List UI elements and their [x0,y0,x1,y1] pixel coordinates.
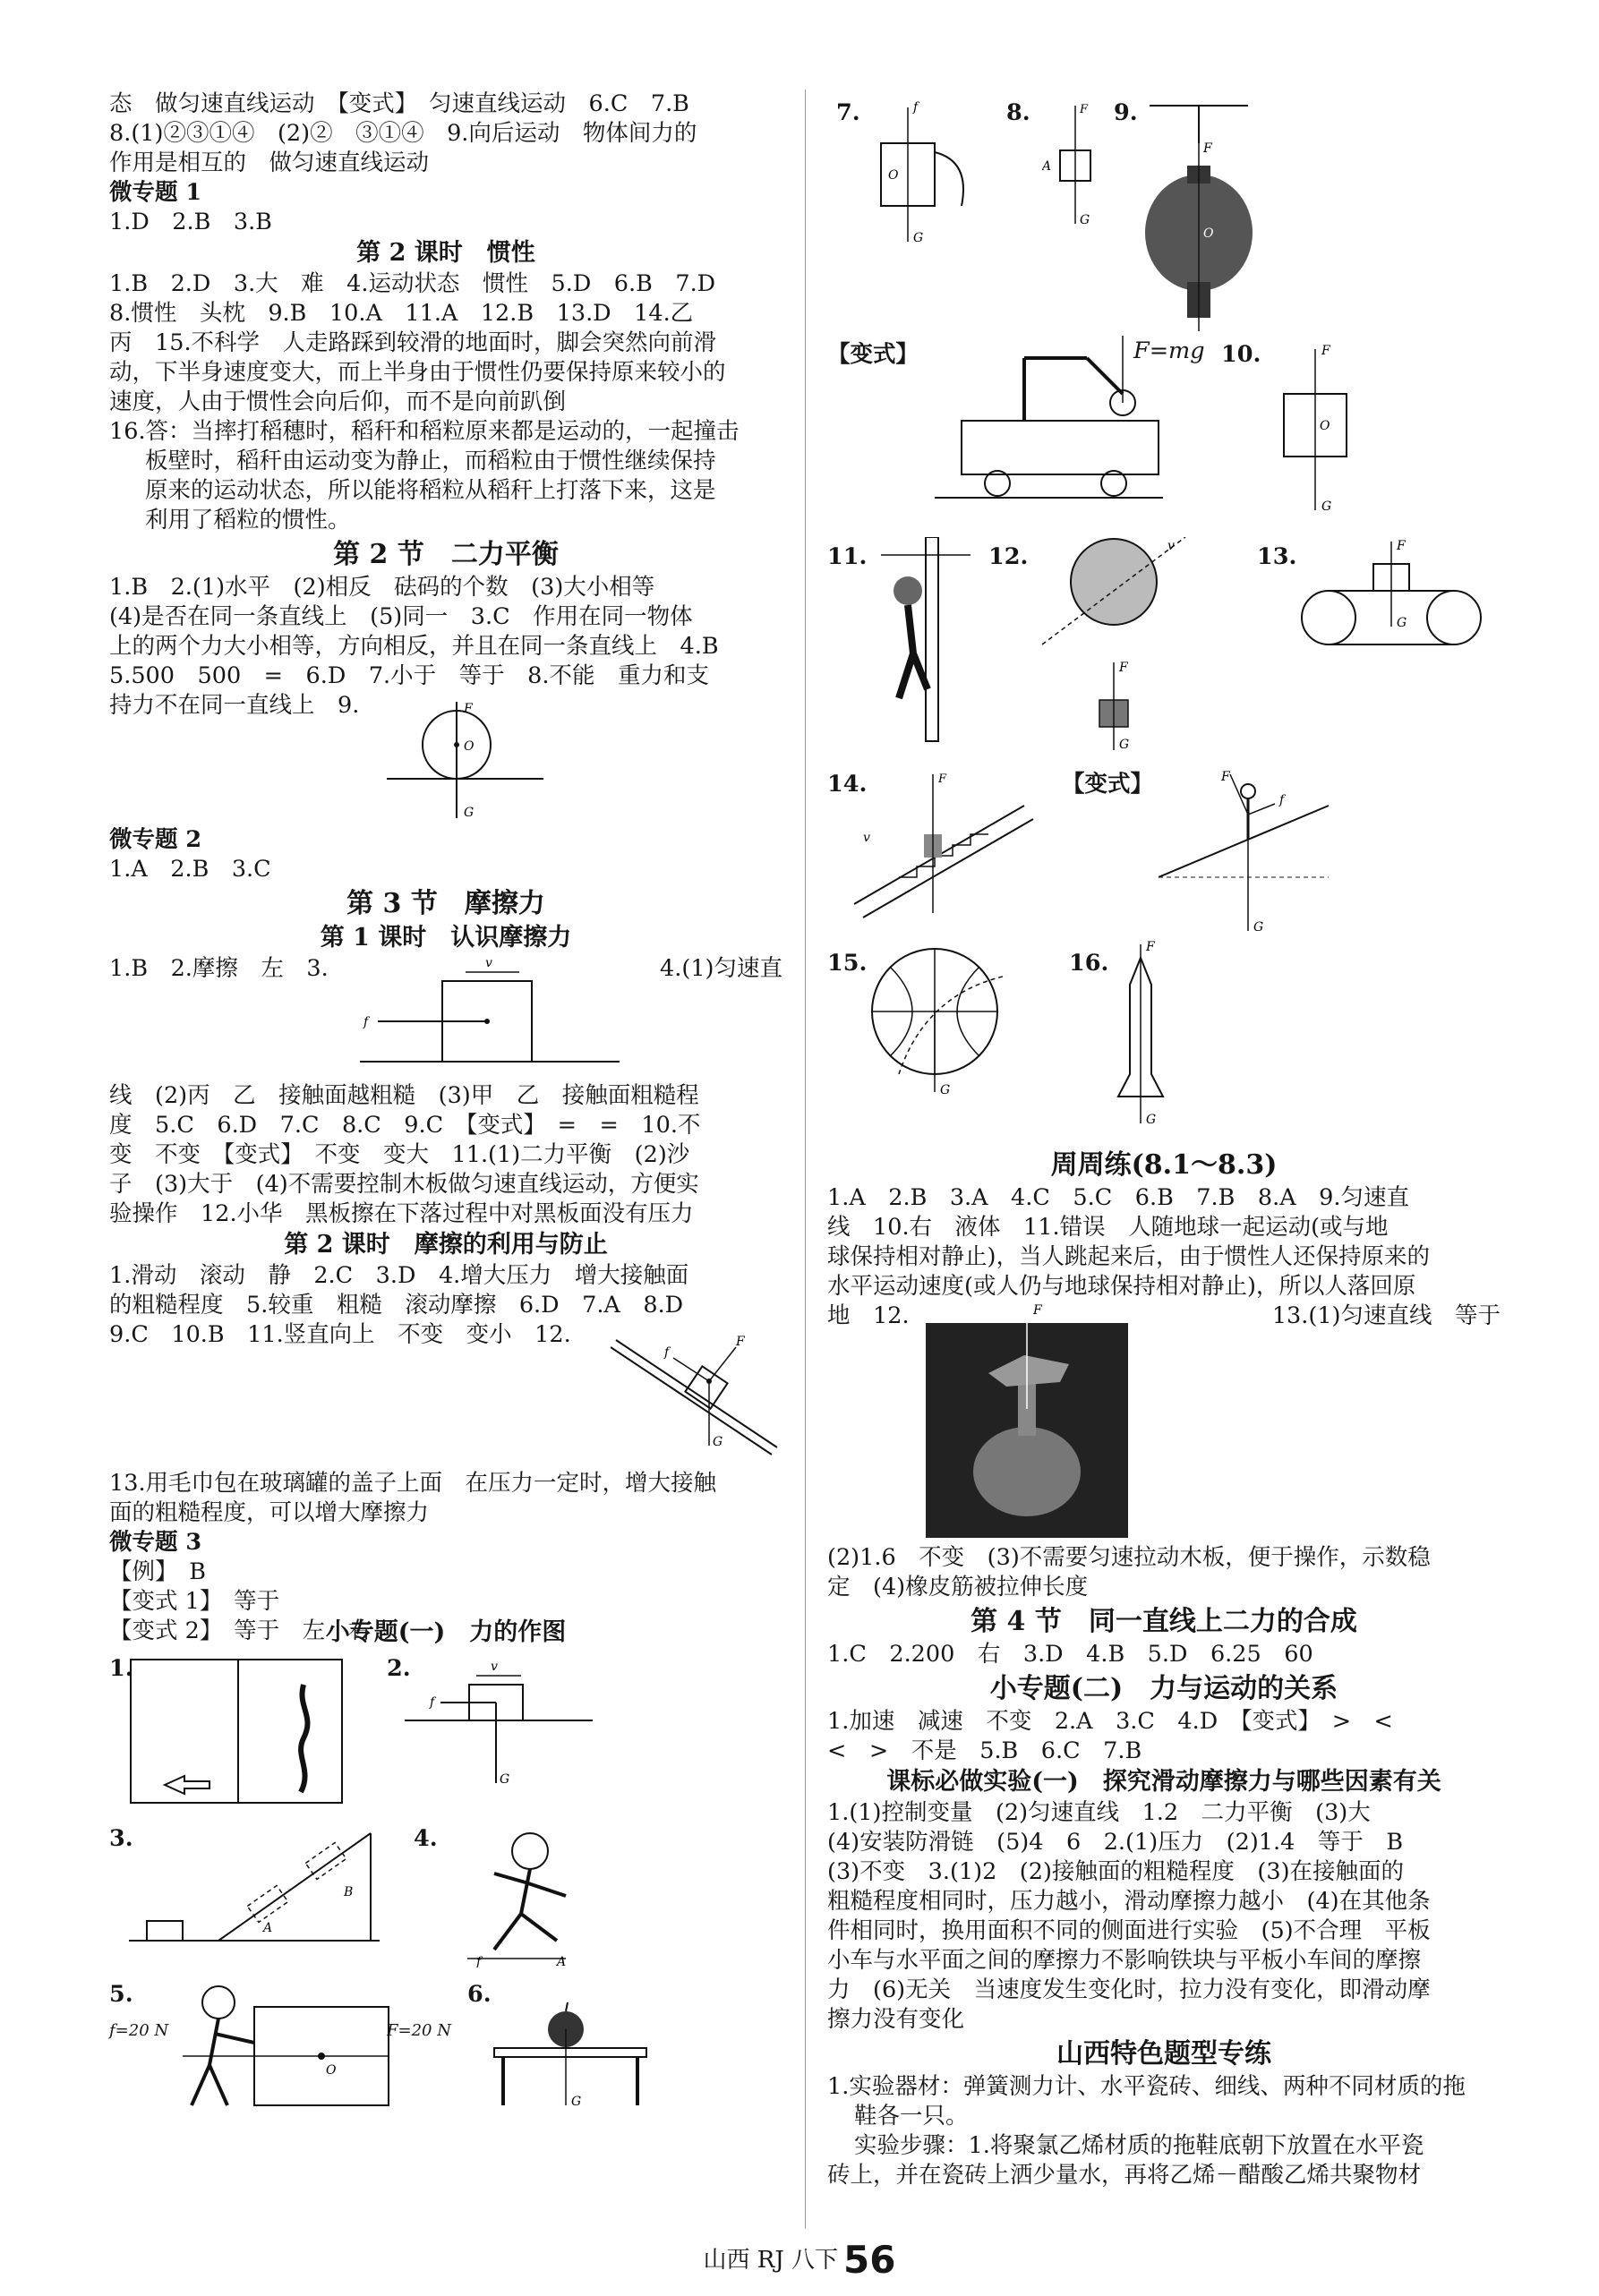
text-line: 8.(1)②③①④ (2)② ③①④ 9.向后运动 物体间力的 [109,120,697,147]
text-line: 态 做匀速直线运动 【变式】 匀速直线运动 6.C 7.B [109,90,689,117]
page-number: 56 [843,2238,896,2282]
svg-text:G: G [571,2095,582,2109]
section-title: 第 1 课时 认识摩擦力 [320,924,572,952]
svg-text:O: O [1203,226,1214,241]
diagram-lizard-wall [129,1658,344,1810]
diagram-block-support [1042,98,1123,233]
diagram-runner [432,1824,611,1967]
section-title: 微专题 3 [109,1529,202,1556]
svg-text:B: B [344,1885,354,1899]
svg-text:F: F [1203,141,1212,156]
svg-text:v: v [1167,539,1175,553]
text-line: 1.B 2.摩擦 左 3. [109,955,329,982]
svg-text:G: G [1146,1113,1157,1127]
text-line: 小车与水平面之间的摩擦力不影响铁块与平板小车间的摩擦 [827,1947,1422,1974]
svg-text:G: G [1253,920,1264,935]
question-number: 9. [1114,99,1138,126]
svg-text:G: G [464,806,475,820]
section-title: 微专题 2 [109,826,202,853]
text-line: 子 (3)大于 (4)不需要控制木板做匀速直线运动，方便实 [109,1171,699,1198]
figure-grid [109,1649,782,2114]
diagram-conveyor [1284,537,1490,671]
text-line: 验操作 12.小华 黑板擦在下落过程中对黑板面没有压力 [109,1200,694,1227]
question-number: 4. [414,1825,438,1852]
text-line: 线 (2)丙 乙 接触面越粗糙 (3)甲 乙 接触面粗糙程 [109,1082,699,1109]
text-line: 13.(1)匀速直线 等于 [1271,1302,1501,1329]
text-line: 上的两个力大小相等，方向相反，并且在同一条直线上 4.B [109,633,719,660]
svg-text:O: O [326,2063,337,2078]
text-line: 力 (6)无关 当速度发生变化时，拉力没有变化，即滑动摩 [827,1976,1431,2003]
text-line: (4)安装防滑链 (5)4 6 2.(1)压力 (2)1.4 等于 B [827,1829,1404,1856]
text-line: 1.A 2.B 3.C [109,856,271,883]
text-line: 水平运动速度(或人仍与地球保持相对静止)，所以人落回原 [827,1273,1416,1300]
text-line: 球保持相对静止)，当人跳起来后，由于惯性人还保持原来的 [827,1243,1430,1270]
diagram-block-friction [360,954,628,1080]
text-line: (2)1.6 不变 (3)不需要匀速拉动木板，便于操作，示数稳 [827,1544,1431,1571]
svg-text:v: v [485,956,492,970]
diagram-push-box [129,1980,398,2114]
diagram-weathervane-photo [926,1302,1132,1541]
svg-text:O: O [888,168,899,183]
text-line: < > 不是 5.B 6.C 7.B [827,1737,1142,1764]
text-line: 速度，人由于惯性会向后仰，而不是向前趴倒 [109,388,567,415]
svg-text:F: F [1080,103,1089,116]
question-number: 11. [827,543,868,570]
svg-text:F: F [1221,770,1230,784]
svg-text:G: G [1080,213,1090,227]
section-title: 第 4 节 同一直线上二力的合成 [971,1606,1357,1637]
svg-text:F: F [1397,539,1406,553]
text-line: 5.500 500 = 6.D 7.小于 等于 8.不能 重力和支 [109,662,709,689]
question-number: 10. [1221,341,1261,368]
figure-grid [827,90,1501,1146]
left-column [109,90,782,2114]
diagram-apple-table [485,1980,664,2114]
svg-text:F: F [1321,344,1330,358]
diagram-block-ground [405,1658,602,1801]
svg-text:f: f [913,100,919,115]
text-line: 粗糙程度相同时，压力越小，滑动摩擦力越小 (4)在其他条 [827,1888,1431,1915]
text-line: 利用了稻粒的惯性。 [145,507,351,533]
svg-text:A: A [557,1955,567,1967]
section-title: 小专题(二) 力与运动的关系 [989,1673,1338,1704]
text-line: 线 10.右 液体 11.错误 人随地球一起运动(或与地 [827,1214,1389,1241]
text-line: 动，下半身速度变大，而上半身由于惯性仍要保持原来较小的 [109,359,726,386]
text-line: 1.(1)控制变量 (2)匀速直线 1.2 二力平衡 (3)大 [827,1799,1371,1826]
figure-row [109,954,782,1081]
text-line: (4)是否在同一条直线上 (5)同一 3.C 作用在同一物体 [109,603,693,630]
text-line: 件相同时，换用面积不同的侧面进行实验 (5)不合理 平板 [827,1917,1431,1944]
svg-text:A: A [263,1921,273,1935]
text-line: 的粗糙程度 5.较重 粗糙 滚动摩擦 6.D 7.A 8.D [109,1292,684,1319]
text-line: 【变式 1】 等于 [109,1588,280,1615]
text-line: 1.C 2.200 右 3.D 4.B 5.D 6.25 60 [827,1641,1313,1668]
force-label: f=20 N [109,2021,169,2040]
diagram-block-balanced [1266,340,1373,519]
text-line: 作用是相互的 做匀速直线运动 [109,149,430,176]
question-number: 5. [109,1981,133,2008]
text-line: 【变式 2】 等于 左 右 [109,1617,372,1644]
question-number: 16. [1069,950,1109,977]
svg-text:f: f [430,1695,435,1710]
figure-row [827,1302,1501,1543]
question-number: 14. [827,771,868,798]
question-number: 13. [1257,543,1297,570]
diagram-person-slope [1159,770,1355,940]
text-line: 1.B 2.(1)水平 (2)相反 砝码的个数 (3)大小相等 [109,574,655,601]
diagram-crane-truck [935,331,1167,510]
question-number: 6. [467,1981,492,2008]
svg-text:F: F [464,702,473,716]
section-title: 周周练(8.1～8.3) [1050,1149,1278,1181]
text-line: 【例】 B [109,1558,206,1585]
svg-text:A: A [1042,159,1052,174]
text-line: 1.实验器材：弹簧测力计、水平瓷砖、细线、两种不同材质的拖 [827,2073,1466,2100]
right-column [827,90,1501,2190]
svg-text:O: O [464,739,475,754]
diagram-rocket [1096,940,1185,1128]
text-line: 变 不变 【变式】 不变 变大 11.(1)二力平衡 (2)沙 [109,1141,690,1168]
question-number: 1. [109,1655,133,1682]
text-line: 定 (4)橡皮筋被拉伸长度 [827,1574,1089,1600]
svg-text:F: F [1146,940,1155,954]
svg-text:f: f [363,1015,369,1029]
svg-text:F: F [938,772,947,786]
text-line: 1.B 2.D 3.大 难 4.运动状态 惯性 5.D 6.B 7.D [109,270,716,297]
section-title: 第 3 节 摩擦力 [346,888,545,919]
svg-text:G: G [1397,616,1407,630]
diagram-incline-block [611,1320,781,1464]
question-number: 12. [988,543,1029,570]
text-line: 原来的运动状态，所以能将稻粒从稻秆上打落下来，这是 [145,477,716,504]
section-title: 第 2 节 二力平衡 [333,539,559,570]
diagram-wheel [387,700,548,825]
question-number: 8. [1006,99,1030,126]
question-number: 2. [387,1655,411,1682]
diagram-incline-boxes [129,1824,389,1950]
svg-text:f: f [1279,793,1285,807]
page-footer [0,2238,1599,2282]
section-title: 课标必做实验(一) 探究滑动摩擦力与哪些因素有关 [886,1768,1441,1796]
text-line: 16.答：当摔打稻穗时，稻秆和稻粒原来都是运动的，一起撞击 [109,418,740,445]
svg-text:G: G [940,1083,951,1097]
svg-text:f: f [664,1345,670,1360]
figure-row [109,1320,782,1469]
text-line: 丙 15.不科学 人走路踩到较滑的地面时，脚会突然向前滑 [109,329,717,356]
svg-text:F: F [736,1335,745,1349]
text-line: (3)不变 3.(1)2 (2)接触面的粗糙程度 (3)在接触面的 [827,1858,1405,1885]
text-line: 持力不在同一直线上 9. [109,692,360,719]
svg-text:v: v [863,831,870,845]
text-line: 板壁时，稻秆由运动变为静止，而稻粒由于惯性继续保持 [145,448,716,474]
svg-text:G: G [1321,499,1332,514]
section-title: 小专题(一) 力的作图 [325,1618,567,1646]
text-line: 擦力没有变化 [827,2006,965,2033]
text-line: 1.D 2.B 3.B [109,209,272,235]
text-line: 鞋各一只。 [854,2103,969,2130]
text-line: 地 12. [827,1302,910,1329]
svg-text:G: G [713,1435,723,1449]
section-title: 山西特色题型专练 [1056,2038,1271,2070]
text-line: 1.A 2.B 3.A 4.C 5.C 6.B 7.B 8.A 9.匀速直 [827,1184,1409,1211]
text-line: 度 5.C 6.D 7.C 8.C 9.C 【变式】 = = 10.不 [109,1112,701,1139]
svg-text:G: G [500,1772,510,1787]
question-number: 【变式】 [827,341,919,368]
svg-text:G: G [913,231,924,245]
svg-text:f: f [476,1955,482,1967]
figure-row [109,691,782,825]
section-title: 第 2 课时 惯性 [356,239,535,267]
svg-text:v: v [491,1660,498,1674]
force-label: F=20 N [387,2021,451,2040]
text-line: 实验步骤：1.将聚氯乙烯材质的拖鞋底朝下放置在水平瓷 [854,2132,1424,2159]
text-line: 4.(1)匀速直 [660,955,782,982]
section-title: 微专题 1 [109,179,202,206]
diagram-ball-block [1033,537,1194,752]
text-line: 1.加速 减速 不变 2.A 3.C 4.D 【变式】 > < [827,1708,1393,1735]
text-line: 砖上，并在瓷砖上洒少量水，再将乙烯－醋酸乙烯共聚物材 [827,2162,1422,2189]
svg-text:G: G [1119,738,1130,752]
diagram-climber-pole [863,537,979,743]
text-line: 面的粗糙程度，可以增大摩擦力 [109,1499,430,1526]
diagram-lantern [1132,98,1275,340]
svg-text:O: O [1320,419,1330,433]
question-number: 15. [827,950,868,977]
section-title: 第 2 课时 摩擦的利用与防止 [284,1231,608,1259]
text-line: 8.惯性 头枕 9.B 10.A 11.A 12.B 13.D 14.乙 [109,300,694,327]
text-line: 9.C 10.B 11.竖直向上 不变 变小 12. [109,1321,571,1348]
question-number: 7. [836,99,860,126]
question-number: 【变式】 [1062,771,1154,798]
text-line: 1.滑动 滚动 静 2.C 3.D 4.增大压力 增大接触面 [109,1262,689,1289]
svg-text:F: F [1119,661,1128,675]
text-line: 13.用毛巾包在玻璃罐的盖子上面 在压力一定时，增大接触 [109,1470,717,1497]
diagram-cup-hand [863,98,988,251]
force-label: F=mg [1133,337,1205,364]
question-number: 3. [109,1825,133,1852]
column-divider [805,90,806,2229]
footer-label: 山西 RJ 八下 [703,2247,839,2274]
svg-text:F: F [1033,1303,1042,1318]
diagram-escalator [845,770,1042,922]
diagram-basketball [863,940,1024,1101]
